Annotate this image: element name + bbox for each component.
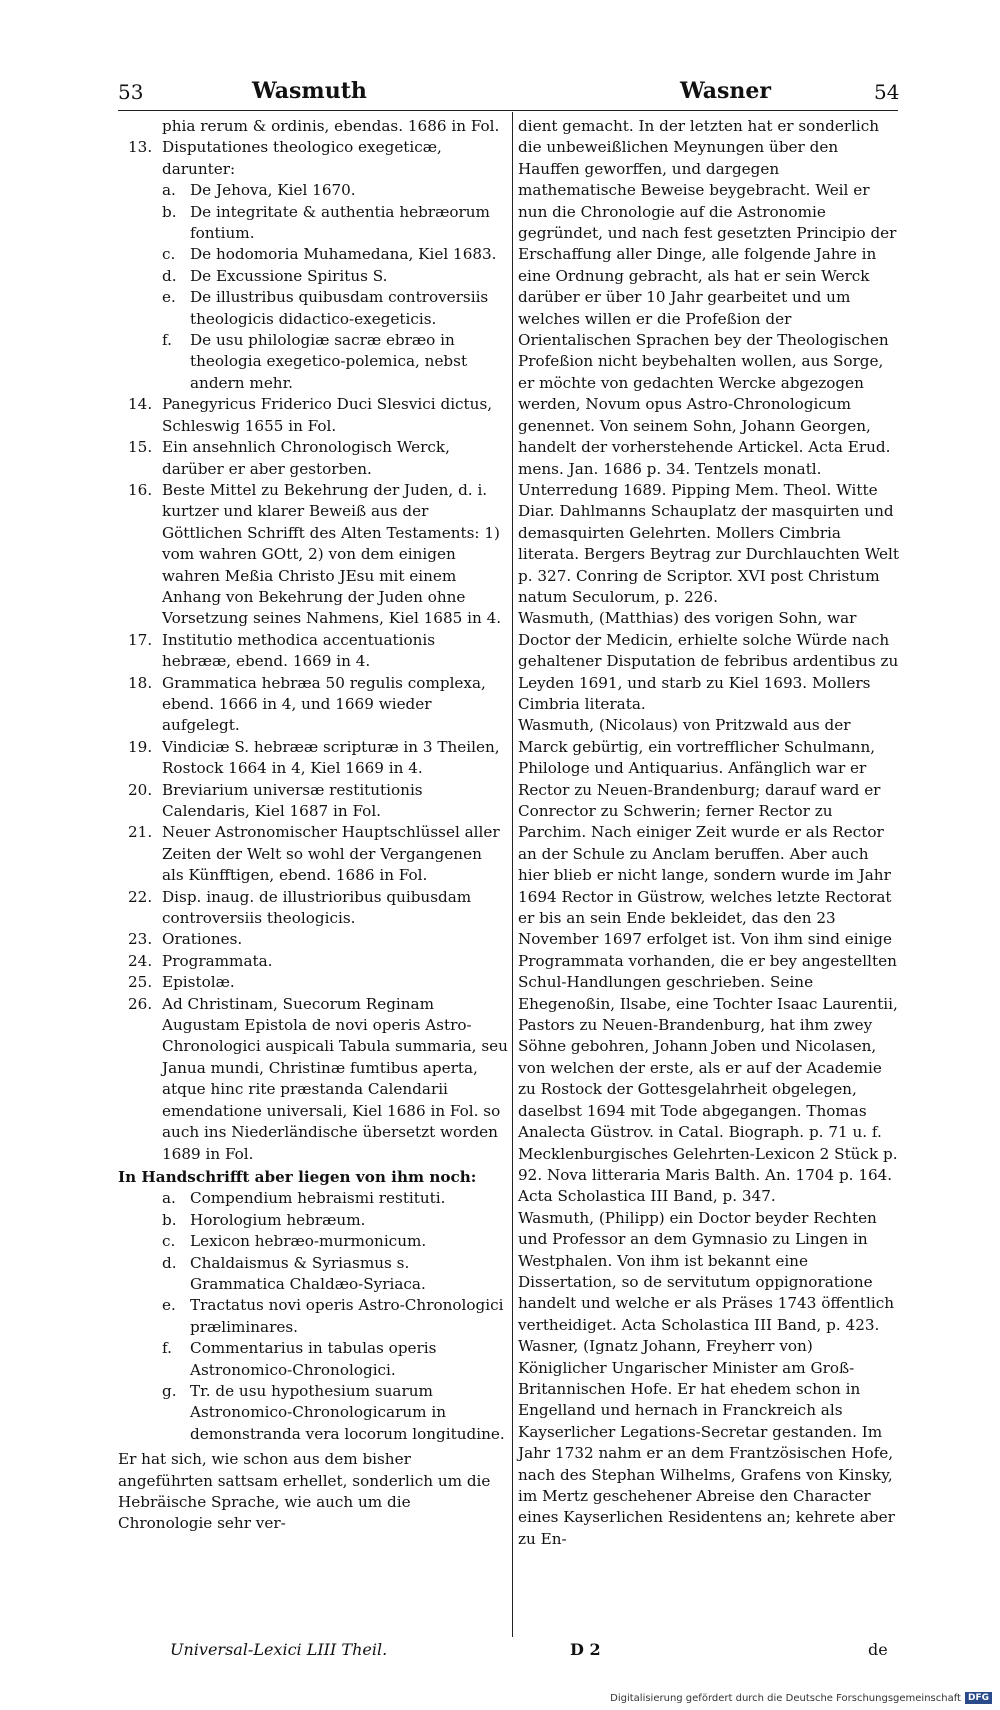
list-item: 14. Panegyricus Friderico Duci Slesvici dictus, Schleswig 1655 in Fol. (128, 395, 493, 435)
sub-item: e. Tractatus novi operis Astro-Chronologici præliminares. (162, 1296, 504, 1336)
digitization-credit (610, 1692, 992, 1704)
paragraph: Wasmuth, (Philipp) ein Doctor beyder Rechten und Professor an dem Gymnasio zu Lingen in Westphalen. Von ihm ist bekannt eine Dissertation, so de servitutum oppignoratione handelt und welche er als Präses 1743 öffentlich vertheidiget. Acta Scholastica III Band, p. 423. (518, 1208, 895, 1334)
running-head-left: Wasmuth (252, 78, 367, 104)
sub-item: e. De illustribus quibusdam controversiis theologicis didactico-exegeticis. (162, 288, 489, 328)
sub-item: f. Commentarius in tabulas operis Astronomico-Chronologici. (162, 1339, 437, 1379)
list-item: 15. Ein ansehnlich Chronologisch Werck, darüber er aber gestorben. (128, 438, 450, 478)
page-number-right: 54 (874, 80, 900, 104)
sub-item: g. Tr. de usu hypothesium suarum Astronomico-Chronologicarum in demonstranda vera locorum longitudine. (162, 1381, 505, 1443)
list-item: 21. Neuer Astronomischer Hauptschlüssel aller Zeiten der Welt so wohl der Vergangenen als Künfftigen, ebend. 1686 in Fol. (128, 823, 500, 885)
sub-item: c. De hodomoria Muhamedana, Kiel 1683. (162, 245, 497, 264)
sub-item: d. Chaldaismus & Syriasmus s. Grammatica Chaldæo-Syriaca. (162, 1253, 426, 1293)
list-item: 22. Disp. inaug. de illustrioribus quibusdam controversiis theologicis. (128, 887, 472, 928)
paragraph: Wasner, (Ignatz Johann, Freyherr von) Königlicher Ungarischer Minister am Groß-Britannischen Hofe. Er hat ehedem schon in Engelland und hernach in Franckreich als Kayserlicher Legations-Secretar gestanden. Im Jahr 1732 nahm er an dem Frantzösischen Hofe, nach des Stephan Wilhelms, Grafens von Kinsky, im Mertz geschehener Abreise den Character eines Kayserlichen Residentens an; kehrete aber zu En- (518, 1337, 895, 1548)
closing-paragraph: Er hat sich, wie schon aus dem bisher angeführten sattsam erhellet, sonderlich um die Hebräische Sprache, wie auch um die Chronologie sehr ver- (118, 1450, 491, 1533)
list-item: 20. Breviarium universæ restitutionis Calendaris, Kiel 1687 in Fol. (128, 780, 423, 820)
catchword: de (868, 1640, 888, 1659)
list-item: 13. Disputationes theologico exegeticæ, darunter: (128, 138, 442, 178)
list-item: 19. Vindiciæ S. hebrææ scripturæ in 3 Theilen, Rostock 1664 in 4, Kiel 1669 in 4. (128, 737, 500, 778)
left-column (118, 116, 508, 1535)
volume-title: Universal-Lexici LIII Theil. (170, 1640, 388, 1659)
list-item: 16. Beste Mittel zu Bekehrung der Juden, d. i. kurtzer und klarer Beweiß aus der Göttlichen Schrifft des Alten Testaments: 1) vom wahren GOtt, 2) von dem einigen wahren Meßia Christo JEsu mit einem Anhang von Bekehrung der Juden ohne Vorsetzung seines Nahmens, Kiel 1685 in 4. (128, 480, 502, 628)
sub-item: d. De Excussione Spiritus S. (162, 266, 388, 285)
sub-item: b. Horologium hebræum. (162, 1210, 366, 1229)
dfg-logo: DFG (965, 1692, 992, 1704)
list-item: 17. Institutio methodica accentuationis hebrææ, ebend. 1669 in 4. (128, 630, 436, 671)
running-head-right: Wasner (680, 78, 772, 104)
list-item: phia rerum & ordinis, ebendas. 1686 in Fol. (162, 117, 500, 135)
signature-mark: D 2 (570, 1640, 601, 1659)
list-item: 24. Programmata. (128, 951, 273, 970)
list-item: 25. Epistolæ. (128, 973, 235, 992)
sub-item: a. De Jehova, Kiel 1670. (162, 181, 356, 200)
right-column (518, 116, 900, 1550)
paragraph: dient gemacht. In der letzten hat er sonderlich die unbeweißlichen Meynungen über den Hauffen geworffen, und dargegen mathematische Beweise beygebracht. Weil er nun die Chronologie auf die Astronomie gegründet, und nach fest gesetzten Principio der Erschaffung aller Dinge, alle folgende Jahre in eine Ordnung gebracht, als hat er sein Werck darüber er über 10 Jahr gearbeitet und um welches willen er die Profeßion der Orientalischen Sprachen bey der Theologischen Profeßion nicht beybehalten wollen, aus Sorge, er möchte von gedachten Wercke abgezogen werden, Novum opus Astro-Chronologicum genennet. Von seinem Sohn, Johann Georgen, handelt der vorherstehende Artickel. Acta Erud. mens. Jan. 1686 p. 34. Tentzels monatl. Unterredung 1689. Pipping Mem. Theol. Witte Diar. Dahlmanns Schauplatz der masquirten und demasquirten Gelehrten. Mollers Cimbria literata. Bergers Beytrag zur Durchlauchten Welt p. 327. Conring de Scriptor. XVI post Christum natum Seculorum, p. 226. (518, 117, 900, 606)
credit-text: Digitalisierung gefördert durch die Deutsche Forschungsgemeinschaft (610, 1692, 961, 1704)
paragraph: Wasmuth, (Nicolaus) von Pritzwald aus der Marck gebürtig, ein vortrefflicher Schulmann, Philologe und Antiquarius. Anfänglich war er Rector zu Neuen-Brandenburg; darauf ward er Conrector zu Schwerin; ferner Rector zu Parchim. Nach einiger Zeit wurde er als Rector an der Schule zu Anclam beruffen. Aber auch hier blieb er nicht lange, sondern wurde im Jahr 1694 Rector in Güstrow, welches letzte Rectorat er bis an sein Ende bekleidet, das den 23 November 1697 erfolget ist. Von ihm sind einige Programmata vorhanden, die er bey angestellten Schul-Handlungen geschrieben. Seine Ehegenoßin, Ilsabe, eine Tochter Isaac Laurentii, Pastors zu Neuen-Brandenburg, hat ihm zwey Söhne gebohren, Johann Joben und Nicolasen, von welchen der erste, als er auf der Academie zu Rostock der Gottesgelahrheit obgelegen, daselbst 1694 mit Tode abgegangen. Thomas Analecta Güstrov. in Catal. Biograph. p. 71 u. f. Mecklenburgisches Gelehrten-Lexicon 2 Stück p. 92. Nova litteraria Maris Balth. An. 1704 p. 164. Acta Scholastica III Band, p. 347. (518, 716, 898, 1206)
sub-item: b. De integritate & authentia hebræorum fontium. (162, 202, 490, 243)
paragraph: Wasmuth, (Matthias) des vorigen Sohn, war Doctor der Medicin, erhielte solche Würde nach gehaltener Disputation de febribus ardentibus zu Leyden 1691, und starb zu Kiel 1693. Mollers Cimbria literata. (518, 609, 899, 713)
sub-item: f. De usu philologiæ sacræ ebræo in theologia exegetico-polemica, nebst andern mehr. (162, 331, 468, 392)
sub-item: c. Lexicon hebræo-murmonicum. (162, 1232, 427, 1251)
list-item: 18. Grammatica hebræa 50 regulis complexa, ebend. 1666 in 4, und 1669 wieder aufgelegt. (128, 673, 486, 735)
sub-item: a. Compendium hebraismi restituti. (162, 1189, 446, 1208)
list-item: 23. Orationes. (128, 930, 243, 949)
column-divider (512, 112, 513, 1637)
page-number-left: 53 (118, 80, 144, 104)
header-rule (118, 110, 898, 111)
manuscript-heading: In Handschrifft aber liegen von ihm noch: (118, 1167, 477, 1186)
list-item: 26. Ad Christinam, Suecorum Reginam Augustam Epistola de novi operis Astro-Chronologici auspicali Tabula summaria, seu Janua mundi, Christinæ fumtibus aperta, atque hinc rite præstanda Calendarii emendatione universali, Kiel 1686 in Fol. so auch ins Niederländische übersetzt worden 1689 in Fol. (128, 994, 508, 1163)
